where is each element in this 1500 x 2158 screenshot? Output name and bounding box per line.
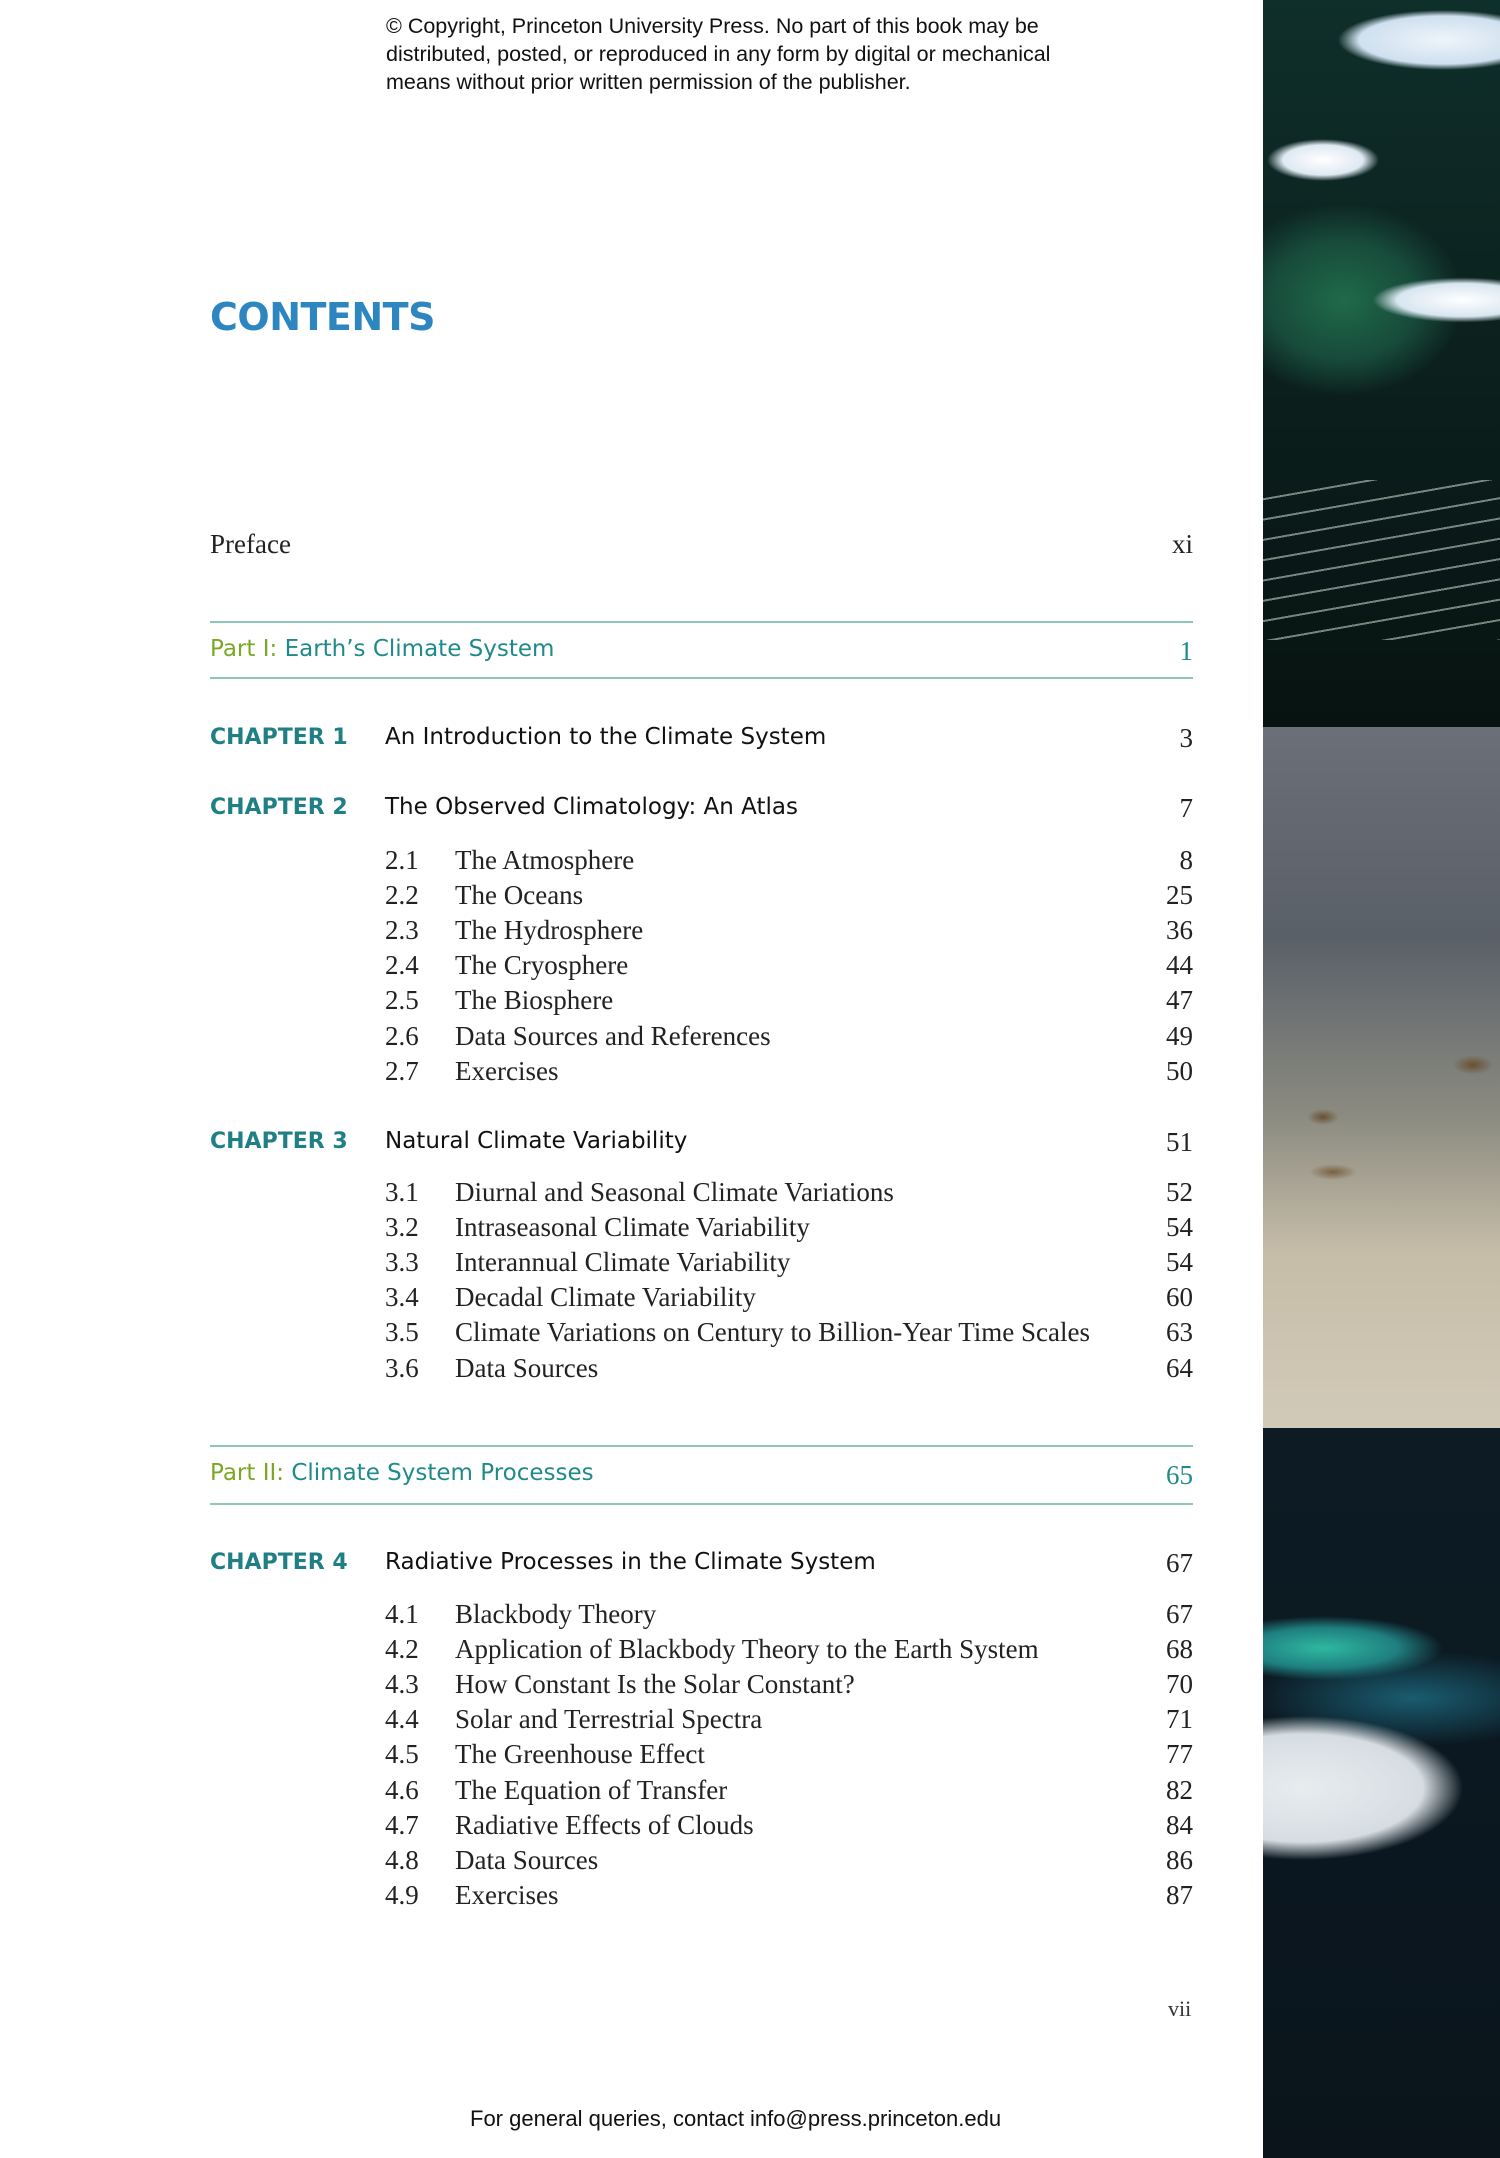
section-number: 2.3 — [385, 915, 419, 946]
toc-section[interactable] — [210, 915, 1193, 951]
chapter-label: CHAPTER 2 — [210, 795, 348, 820]
section-title: Interannual Climate Variability — [455, 1247, 791, 1278]
toc-section[interactable] — [210, 1021, 1193, 1057]
entry-page: 51 — [1166, 1127, 1193, 1157]
section-title: Application of Blackbody Theory to the Earth System — [455, 1634, 1039, 1665]
entry-page: 25 — [1166, 880, 1193, 911]
entry-page: 86 — [1166, 1844, 1193, 1875]
section-number: 2.5 — [385, 985, 419, 1016]
toc-section[interactable] — [210, 1282, 1193, 1318]
section-title: Blackbody Theory — [455, 1599, 657, 1629]
section-title: Data Sources — [455, 1844, 599, 1875]
page-number: vii — [1168, 1996, 1192, 2021]
section-number: 4.6 — [385, 1774, 419, 1805]
copyright-line: © Copyright, Princeton University Press. No part of this book may be — [386, 14, 1039, 38]
section-title: The Atmosphere — [455, 845, 635, 875]
chapter-label: CHAPTER 3 — [210, 1129, 348, 1154]
toc-chapter-3[interactable] — [210, 1127, 1193, 1163]
section-title: Exercises — [455, 1055, 559, 1086]
toc-entry-preface[interactable] — [210, 529, 1193, 565]
section-number: 3.2 — [385, 1212, 419, 1243]
entry-page: 3 — [1179, 723, 1193, 753]
toc-section[interactable] — [210, 985, 1193, 1021]
page-title: CONTENTS — [210, 295, 435, 339]
entry-page: 7 — [1179, 793, 1193, 823]
chapter-title: Natural Climate Variability — [385, 1128, 688, 1154]
section-number: 4.2 — [385, 1634, 419, 1665]
entry-page: 54 — [1166, 1212, 1193, 1243]
section-number: 2.2 — [385, 880, 419, 911]
toc-section[interactable] — [210, 1317, 1193, 1353]
toc-section[interactable] — [210, 1669, 1193, 1705]
section-number: 4.1 — [385, 1599, 419, 1629]
toc-section[interactable] — [210, 1845, 1193, 1881]
section-title: Decadal Climate Variability — [455, 1282, 756, 1313]
toc-chapter-2[interactable] — [210, 793, 1193, 829]
section-title: Intraseasonal Climate Variability — [455, 1212, 810, 1243]
entry-page: 84 — [1166, 1809, 1193, 1840]
toc-section[interactable] — [210, 1880, 1193, 1916]
section-title: Exercises — [455, 1879, 559, 1910]
part-title: Climate System Processes — [291, 1460, 594, 1486]
entry-page: 68 — [1166, 1634, 1193, 1665]
chapter-title: Radiative Processes in the Climate System — [385, 1549, 876, 1575]
section-title: The Biosphere — [455, 985, 614, 1016]
section-title: Data Sources and References — [455, 1020, 771, 1051]
satellite-image-glacier — [1263, 0, 1500, 727]
section-title: The Greenhouse Effect — [455, 1739, 705, 1770]
part-title: Earth’s Climate System — [284, 636, 555, 662]
chapter-title: The Observed Climatology: An Atlas — [385, 794, 798, 820]
toc-section[interactable] — [210, 1810, 1193, 1846]
entry-page: 50 — [1166, 1055, 1193, 1086]
entry-page: 65 — [1166, 1460, 1193, 1490]
section-title: The Equation of Transfer — [455, 1774, 728, 1805]
toc-section[interactable] — [210, 1599, 1193, 1635]
entry-page: 54 — [1166, 1247, 1193, 1278]
entry-page: 82 — [1166, 1774, 1193, 1805]
copyright-line: distributed, posted, or reproduced in any form by digital or mechanical — [386, 42, 1051, 66]
toc-section[interactable] — [210, 1247, 1193, 1283]
chapter-label: CHAPTER 1 — [210, 725, 348, 750]
toc-section[interactable] — [210, 1177, 1193, 1213]
satellite-image-plankton — [1263, 1428, 1500, 2158]
toc-section[interactable] — [210, 845, 1193, 881]
section-number: 3.4 — [385, 1282, 419, 1313]
part-prefix: Part II: — [210, 1460, 285, 1486]
section-number: 4.5 — [385, 1739, 419, 1770]
toc-section[interactable] — [210, 1353, 1193, 1389]
chapter-title: An Introduction to the Climate System — [385, 724, 827, 750]
section-title: How Constant Is the Solar Constant? — [455, 1669, 855, 1700]
copyright-line: means without prior written permission of the publisher. — [386, 70, 911, 94]
entry-page: 70 — [1166, 1669, 1193, 1700]
entry-page: 87 — [1166, 1879, 1193, 1910]
entry-page: 60 — [1166, 1282, 1193, 1313]
toc-section[interactable] — [210, 1704, 1193, 1740]
section-number: 2.7 — [385, 1055, 419, 1086]
section-title: Climate Variations on Century to Billion-Year Time Scales — [455, 1317, 1090, 1348]
section-number: 4.4 — [385, 1704, 419, 1735]
divider — [210, 1445, 1193, 1447]
section-number: 3.1 — [385, 1177, 419, 1207]
section-number: 2.1 — [385, 845, 419, 875]
divider — [210, 621, 1193, 623]
section-title: Diurnal and Seasonal Climate Variations — [455, 1177, 894, 1207]
section-title: The Cryosphere — [455, 950, 629, 981]
section-number: 4.3 — [385, 1669, 419, 1700]
section-number: 3.6 — [385, 1352, 419, 1383]
section-title: The Oceans — [455, 880, 584, 911]
entry-page: 52 — [1166, 1177, 1193, 1207]
section-number: 3.5 — [385, 1317, 419, 1348]
chapter-label: CHAPTER 4 — [210, 1550, 348, 1575]
section-number: 4.7 — [385, 1809, 419, 1840]
footer-contact: For general queries, contact info@press.princeton.edu — [470, 2106, 1002, 2131]
entry-page: 47 — [1166, 985, 1193, 1016]
entry-page: 77 — [1166, 1739, 1193, 1770]
entry-page: 44 — [1166, 950, 1193, 981]
toc-section[interactable] — [210, 1056, 1193, 1092]
entry-page: 1 — [1179, 636, 1193, 666]
toc-section[interactable] — [210, 1775, 1193, 1811]
entry-page: 49 — [1166, 1020, 1193, 1051]
entry-page: 71 — [1166, 1704, 1193, 1735]
entry-page: 67 — [1166, 1548, 1193, 1578]
toc-chapter-1[interactable] — [210, 723, 1193, 759]
toc-section[interactable] — [210, 880, 1193, 916]
toc-section[interactable] — [210, 1739, 1193, 1775]
section-title: Data Sources — [455, 1352, 599, 1383]
entry-page: 63 — [1166, 1317, 1193, 1348]
toc-part-2[interactable] — [210, 1460, 1193, 1496]
toc-section[interactable] — [210, 1634, 1193, 1670]
entry-page: xi — [1171, 529, 1193, 559]
part-prefix: Part I: — [210, 636, 278, 662]
section-number: 4.8 — [385, 1844, 419, 1875]
section-number: 2.4 — [385, 950, 419, 981]
section-number: 3.3 — [385, 1247, 419, 1278]
toc-chapter-4[interactable] — [210, 1548, 1193, 1584]
divider — [210, 1503, 1193, 1505]
toc-section[interactable] — [210, 1212, 1193, 1248]
section-title: Solar and Terrestrial Spectra — [455, 1704, 763, 1735]
entry-page: 67 — [1166, 1599, 1193, 1629]
section-title: Radiative Effects of Clouds — [455, 1809, 754, 1840]
satellite-image-dust — [1263, 727, 1500, 1428]
section-number: 4.9 — [385, 1879, 419, 1910]
toc-part-1[interactable] — [210, 636, 1193, 672]
section-title: The Hydrosphere — [455, 915, 644, 946]
divider — [210, 677, 1193, 679]
copyright-notice — [386, 12, 1050, 96]
section-number: 2.6 — [385, 1020, 419, 1051]
entry-page: 64 — [1166, 1352, 1193, 1383]
entry-title: Preface — [210, 529, 291, 559]
entry-page: 36 — [1166, 915, 1193, 946]
entry-page: 8 — [1179, 845, 1193, 875]
toc-section[interactable] — [210, 950, 1193, 986]
